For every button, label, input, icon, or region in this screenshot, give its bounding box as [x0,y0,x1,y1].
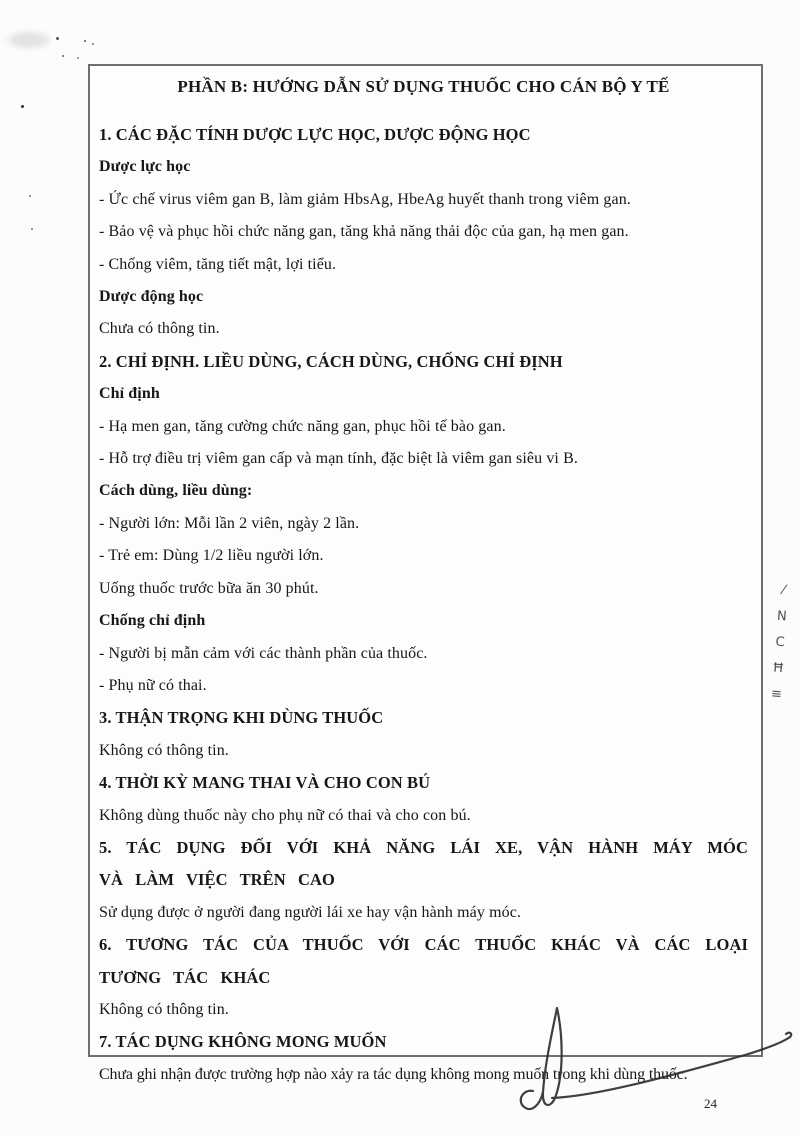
heading-5: 5. TÁC DỤNG ĐỐI VỚI KHẢ NĂNG LÁI XE, VẬN HÀNH MÁY MÓC VÀ LÀM VIỆC TRÊN CAO [99,837,748,890]
paragraph: Uống thuốc trước bữa ăn 30 phút. [99,579,319,597]
paragraph: - Hỗ trợ điều trị viêm gan cấp và mạn tính, đặc biệt là viêm gan siêu vi B. [99,450,578,468]
paragraph: - Ức chế virus viêm gan B, làm giảm HbsAg, HbeAg huyết thanh trong viêm gan. [99,190,631,208]
ink-speck [62,55,64,57]
ink-speck [92,43,94,45]
ink-speck [31,228,33,230]
paragraph: Không dùng thuốc này cho phụ nữ có thai và cho con bú. [99,806,471,824]
heading-4: 4. THỜI KỲ MANG THAI VÀ CHO CON BÚ [99,773,431,793]
ink-speck [29,195,31,197]
scan-smudge [8,32,50,48]
heading-7: 7. TÁC DỤNG KHÔNG MONG MUỐN [99,1032,387,1052]
paragraph: Chưa ghi nhận được trường hợp nào xảy ra tác dụng không mong muốn trong khi dùng thuốc. [99,1065,688,1083]
heading-2: 2. CHỈ ĐỊNH. LIỀU DÙNG, CÁCH DÙNG, CHỐNG CHỈ ĐỊNH [99,351,563,371]
page-number: 24 [704,1096,717,1111]
paragraph: Sử dụng được ở người đang người lái xe hay vận hành máy móc. [99,903,522,921]
heading-6: 6. TƯƠNG TÁC CỦA THUỐC VỚI CÁC THUỐC KHÁC VÀ CÁC LOẠI TƯƠNG TÁC KHÁC [99,935,748,987]
paragraph: - Người bị mẫn cảm với các thành phần của thuốc. [99,644,428,662]
subheading-chi-dinh: Chỉ định [99,385,160,403]
paragraph: - Trẻ em: Dùng 1/2 liều người lớn. [99,547,324,565]
margin-annotation: ⁄ N C Ħ ≡ [770,583,788,703]
ink-speck [21,105,24,108]
paragraph: - Người lớn: Mỗi lần 2 viên, ngày 2 lần. [99,514,360,532]
subheading-cach-dung: Cách dùng, liều dùng: [99,482,253,500]
paragraph: Chưa có thông tin. [99,320,220,338]
paragraph: - Chống viêm, tăng tiết mật, lợi tiểu. [99,255,337,273]
paragraph: Không có thông tin. [99,741,229,759]
ink-speck [56,37,59,40]
heading-1: 1. CÁC ĐẶC TÍNH DƯỢC LỰC HỌC, DƯỢC ĐỘNG HỌC [99,125,531,144]
subheading-duoc-luc-hoc: Dược lực học [99,158,191,176]
ink-speck [77,57,79,59]
paragraph: - Phụ nữ có thai. [99,676,207,694]
paragraph: Không có thông tin. [99,1000,229,1018]
ink-speck [84,40,86,42]
heading-3: 3. THẬN TRỌNG KHI DÙNG THUỐC [99,708,384,728]
subheading-duoc-dong-hoc: Dược động học [99,288,204,306]
document-page [88,64,763,1083]
paragraph: - Bảo vệ và phục hồi chức năng gan, tăng khả năng thải độc của gan, hạ men gan. [99,223,629,241]
paragraph: - Hạ men gan, tăng cường chức năng gan, phục hồi tế bào gan. [99,417,506,435]
subheading-chong-chi-dinh: Chống chỉ định [99,612,206,630]
document-title: PHẦN B: HƯỚNG DẪN SỬ DỤNG THUỐC CHO CÁN BỘ Y TẾ [177,77,670,96]
